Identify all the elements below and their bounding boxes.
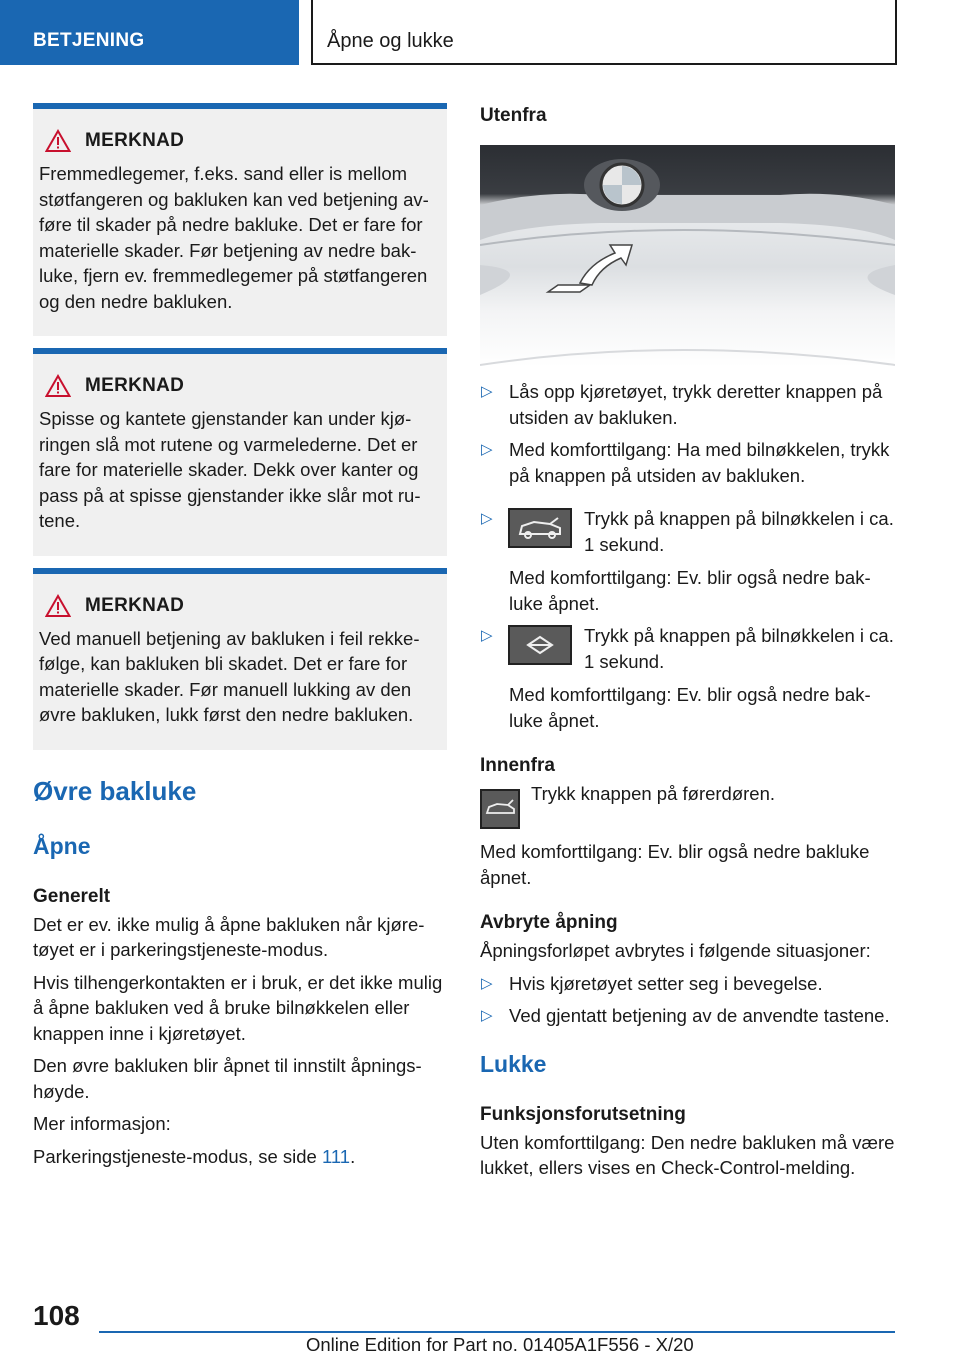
list-item [480, 379, 895, 430]
subsection-heading: Åpne [33, 832, 91, 859]
list-item-text: Trykk på knappen på bilnøkkelen i ca. 1 sekund. [584, 508, 894, 555]
notice-text: Fremmedlegemer, f.eks. sand eller is mellom støtfangeren og bakluken kan ved betjening avføre til skader på nedre bakluke. Det er fare for materielle skader. Før betjening av nedre bakluke, fjern ev. fremmedlegemer på støtfangeren og den nedre bakluken. [39, 163, 429, 312]
paragraph: Hvis tilhengerkontakten er i bruk, er det ikke mulig å åpne bakluken ved å bruke bilnøkkelen eller knappen inne i kjøretøyet. [33, 971, 443, 1044]
section-title: BETJENING [33, 30, 145, 51]
car-tailgate-icon [508, 508, 572, 548]
notice-title: MERKNAD [85, 130, 185, 151]
triangle-bullet-icon: ▷ [481, 383, 493, 400]
topic-heading: Funksjonsforutsetning [480, 1103, 686, 1125]
list-item-text: Ved gjentatt betjening av de anvendte tastene. [509, 1005, 890, 1026]
list-item-text: Trykk på knappen på bilnøkkelen i ca. 1 sekund. [584, 625, 894, 672]
page-number: 108 [33, 1300, 80, 1331]
section-tab [0, 0, 299, 65]
topic-heading: Generelt [33, 885, 111, 907]
notice-head [45, 594, 439, 618]
tailgate-button-illustration [480, 145, 895, 367]
paragraph: Åpningsforløpet avbrytes i følgende situasjoner: [480, 940, 871, 961]
warning-icon [45, 374, 71, 398]
interior-button-row [480, 781, 895, 829]
warning-icon [45, 129, 71, 153]
ref-text: Parkeringstjeneste-modus, se side [33, 1145, 322, 1167]
notice-head [45, 374, 439, 398]
list-item [480, 971, 895, 997]
subsection-heading: Lukke [480, 1050, 547, 1077]
triangle-bullet-icon: ▷ [481, 1007, 493, 1024]
list-item [480, 1003, 895, 1029]
steps-list [480, 379, 895, 488]
topic-heading: Avbryte åpning [480, 912, 618, 933]
footer-divider [99, 1331, 895, 1333]
list-item-text: Med komforttilgang: Ha med bilnøkkelen, trykk på knappen på utsiden av bakluken. [509, 439, 890, 486]
topic-heading: Innenfra [480, 755, 555, 776]
paragraph: Trykk knappen på førerdøren. [531, 783, 776, 804]
notice-title: MERKNAD [85, 594, 185, 616]
tailgate-photo [480, 145, 895, 367]
car-tailgate-button-icon [480, 789, 520, 829]
list-item-note: Med komforttilgang: Ev. blir også nedre bakluke åpnet. [509, 567, 871, 614]
list-item [480, 437, 895, 488]
edition-note: Online Edition for Part no. 01405A1F556 - X/20 [306, 1334, 694, 1355]
paragraph: Uten komforttilgang: Den nedre bakluken må være lukket, ellers vises en Check-Control-melding. [480, 1131, 895, 1178]
paragraph: Mer informasjon: [33, 1113, 171, 1134]
notice-text: Ved manuell betjening av bakluken i feil rekkefølge, kan bakluken bli skadet. Det er fare for materielle skader. Før manuell lukking av den øvre bakluken, lukk først den nedre bakluken. [39, 627, 420, 725]
triangle-bullet-icon: ▷ [481, 441, 493, 458]
list-item-note: Med komforttilgang: Ev. blir også nedre bakluke åpnet. [509, 684, 871, 731]
triangle-bullet-icon: ▷ [481, 510, 493, 527]
page-link[interactable]: 111 [321, 1145, 351, 1167]
ref-end: . [350, 1145, 356, 1167]
topic-heading: Utenfra [480, 105, 547, 126]
list-item-text: Lås opp kjøretøyet, trykk deretter knappen på utsiden av bakluken. [509, 381, 883, 428]
notice-text: Spisse og kantete gjenstander kan under kjøringen slå mot rutene og varmelederne. Det er fare for materielle skader. Dekk over kanter og pass på at spisse gjenstander ikke slår mot rutene. [39, 408, 421, 531]
triangle-bullet-icon: ▷ [481, 627, 493, 644]
paragraph: Den øvre bakluken blir åpnet til innstilt åpningshøyde. [33, 1055, 422, 1102]
triangle-bullet-icon: ▷ [481, 974, 493, 992]
abort-conditions-list [480, 971, 895, 1029]
warning-icon [45, 594, 71, 618]
chapter-tab [311, 0, 897, 65]
left-column [33, 103, 447, 1176]
notice-head [45, 129, 439, 153]
chapter-title: Åpne og lukke [327, 30, 454, 52]
paragraph: Med komforttilgang: Ev. blir også nedre bakluke åpnet. [480, 841, 870, 888]
notice-title: MERKNAD [85, 375, 185, 396]
notice-3 [33, 568, 447, 750]
notice-2 [33, 348, 447, 556]
list-item-with-icon [480, 623, 895, 733]
section-heading: Øvre bakluke [33, 775, 197, 806]
cross-reference [33, 1144, 447, 1170]
tailgate-diamond-icon [508, 625, 572, 665]
paragraph: Det er ev. ikke mulig å åpne bakluken når kjøretøyet er i parkeringstjeneste-modus. [33, 913, 425, 960]
right-column [480, 103, 895, 1188]
list-item-text: Hvis kjøretøyet setter seg i bevegelse. [509, 972, 823, 994]
key-steps-list [480, 506, 895, 733]
notice-1 [33, 103, 447, 336]
list-item-with-icon [480, 506, 895, 616]
